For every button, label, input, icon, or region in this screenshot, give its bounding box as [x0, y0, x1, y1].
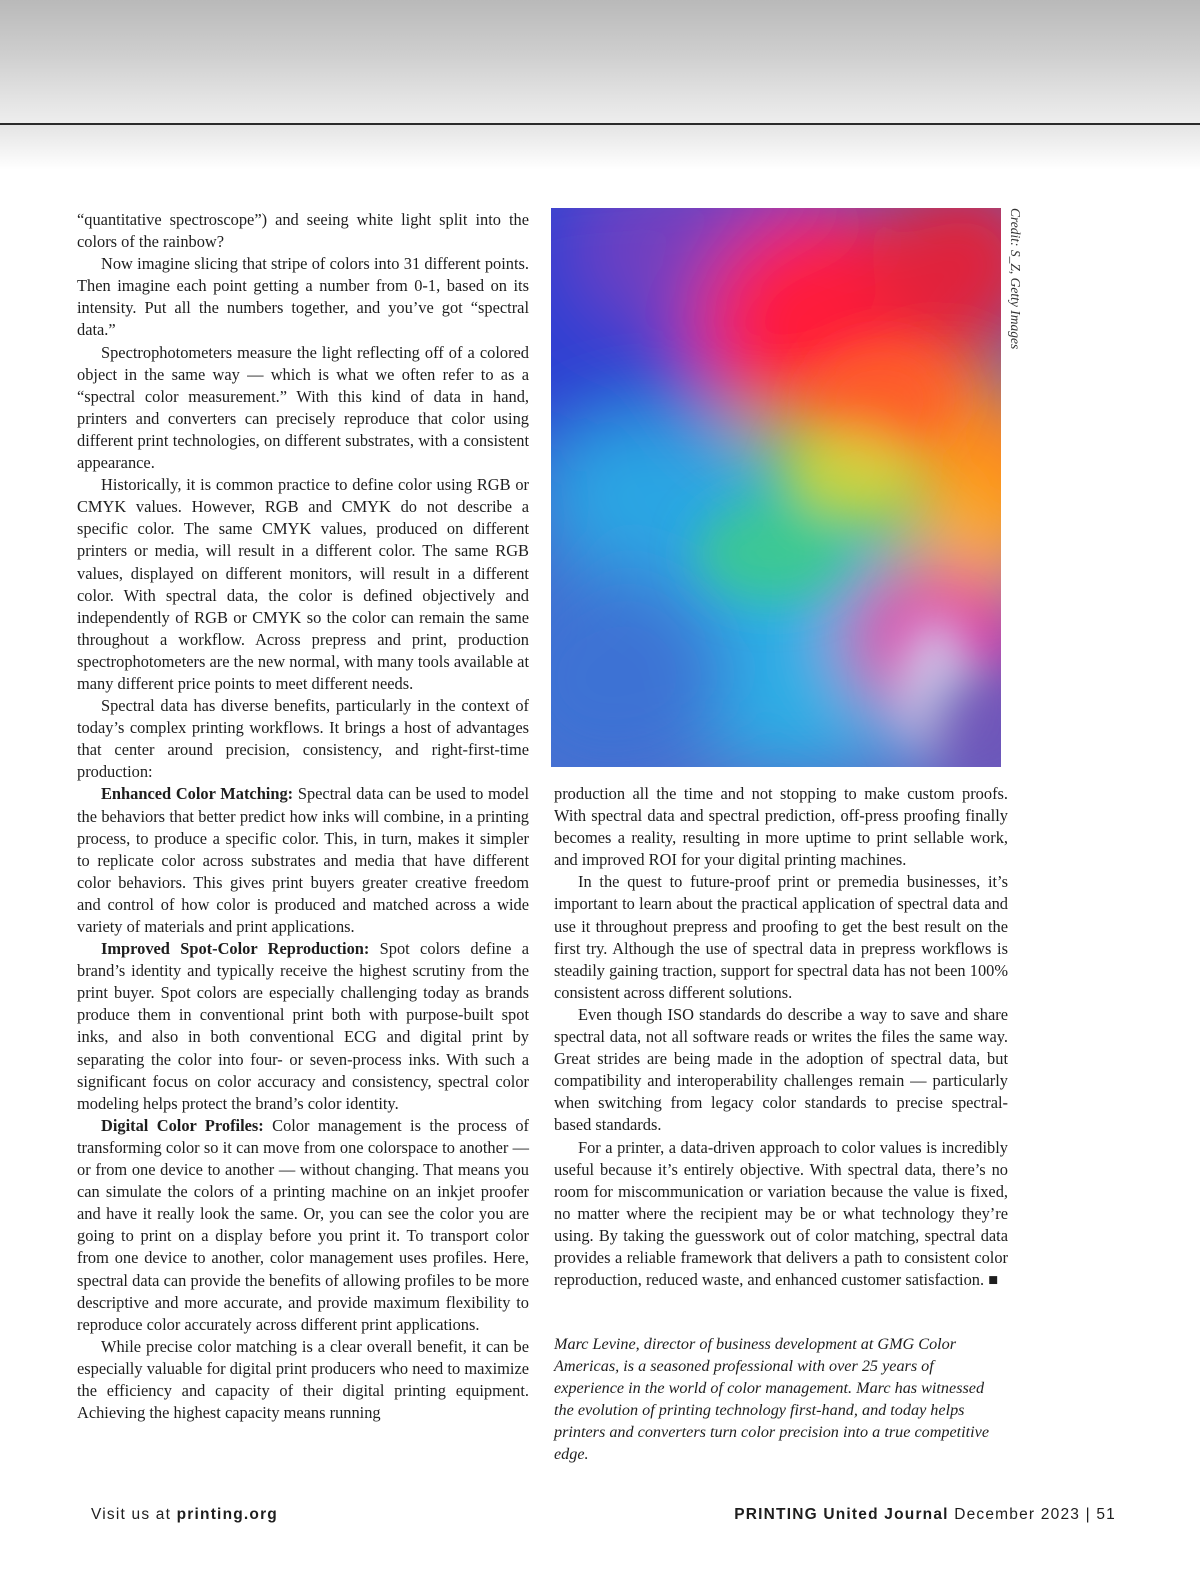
paragraph: production all the time and not stopping to make custom proofs. With spectral data and spectral prediction, off-press proofing finally becomes a reality, resulting in more uptime to print sellable work, and improved ROI for your digital printing machines. [554, 784, 1008, 870]
paragraph-final [554, 1137, 1008, 1292]
folio-separator: | [1080, 1506, 1097, 1523]
spectrum-gradient-photo [551, 208, 1001, 767]
paragraph: Historically, it is common practice to define color using RGB or CMYK values. However, RGB and CMYK do not describe a specific color. The same CMYK values, produced on different printers or media, will result in a different color. The same RGB values, displayed on different monitors, will result in a different color. With spectral data, the color is defined objectively and independently of RGB or CMYK so the color can remain the same throughout a workflow. Across prepress and print, production spectrophotometers are the new normal, with many tools available at many different price points to meet different needs. [77, 475, 529, 693]
footer-website [91, 1506, 278, 1524]
paragraph-spot-color [77, 938, 529, 1115]
header-fade [0, 125, 1200, 170]
paragraph: Spectrophotometers measure the light reflecting off of a colored object in the same way — which is what we often refer to as a “spectral color measurement.” With this kind of data in hand, printers and converters can precisely reproduce that color using different print technologies, on different substrates, with a consistent appearance. [77, 342, 529, 473]
paragraph: In the quest to future-proof print or premedia businesses, it’s important to learn about the practical application of spectral data and use it throughout prepress and proofing to get the best result on the first try. Although the use of spectral data in prepress workflows is steadily gaining traction, support for spectral data has not been 100% consistent across different solutions. [554, 872, 1008, 1002]
paragraph: Even though ISO standards do describe a way to save and share spectral data, not all software reads or writes the files the same way. Great strides are being made in the adoption of spectral data, but compatibility and interoperability challenges remain — particularly when switching from legacy color standards to precise spectral-based standards. [554, 1004, 1008, 1135]
page-number: 51 [1096, 1506, 1116, 1523]
run-in-heading: Enhanced Color Matching: [101, 784, 294, 804]
publication-name: PRINTING United Journal [734, 1506, 949, 1523]
paragraph-enhanced-color-matching [77, 783, 529, 938]
run-in-heading: Improved Spot-Color Reproduction: [101, 939, 370, 959]
end-mark-icon: ■ [988, 1270, 999, 1290]
photo-credit: Credit: S_Z, Getty Images [1008, 208, 1023, 350]
run-in-heading: Digital Color Profiles: [101, 1115, 264, 1135]
paragraph: While precise color matching is a clear overall benefit, it can be especially valuable for digital print producers who need to maximize the efficiency and capacity of their digital printing equipment. Achieving the highest capacity means running [77, 1336, 529, 1423]
footer-website-prefix: Visit us at [91, 1506, 177, 1523]
author-bio: Marc Levine, director of business development at GMG Color Americas, is a seasoned professional with over 25 years of experience in the world of color management. Marc has witnessed the evolution of printing technology first-hand, and today helps printers and converters turn color precision into a true competitive edge. [554, 1335, 990, 1464]
paragraph: “quantitative spectroscope”) and seeing white light split into the colors of the rainbow? [77, 210, 529, 252]
article-right-column [554, 783, 1008, 1291]
footer-folio [734, 1506, 1116, 1524]
paragraph-color-profiles [77, 1115, 529, 1336]
paragraph-body: Spot colors define a brand’s identity and typically receive the highest scrutiny from the print buyer. Spot colors are especially challenging today as brands produce them in conventional print both with purpose-built spot inks, and also in both conventional ECG and digital print by separating the color into four- or seven-process inks. With such a significant focus on color accuracy and consistency, spectral color modeling helps protect the brand’s color identity. [77, 939, 529, 1113]
paragraph-body: Color management is the process of transforming color so it can move from one colorspace to another — or from one device to another — without changing. That means you can simulate the colors of a printing machine on an inkjet proofer and have it really look the same. Or, you can see the color you are going to print on a display before you print it. To transport color from one device to another, color management uses profiles. Here, spectral data can provide the benefits of allowing profiles to be more descriptive and more accurate, and provide maximum flexibility to reproduce color accurately across different print applications. [77, 1115, 529, 1334]
paragraph-body: Spectral data can be used to model the behaviors that better predict how inks will combine, in a printing process, to produce a specific color. This, in turn, makes it simpler to replicate color across substrates and media that have different color behaviors. This gives print buyers greater creative freedom and control of how color is produced and matched across a wide variety of materials and print applications. [77, 784, 529, 936]
website-link[interactable]: printing.org [176, 1506, 278, 1523]
article-left-column [77, 209, 529, 1424]
issue-date: December 2023 [948, 1506, 1081, 1523]
page-header-band [0, 0, 1200, 124]
paragraph: Spectral data has diverse benefits, particularly in the context of today’s complex printing workflows. It brings a host of advantages that center around precision, consistency, and right-first-time production: [77, 696, 529, 782]
paragraph: Now imagine slicing that stripe of colors into 31 different points. Then imagine each point getting a number from 0-1, based on its intensity. Put all the numbers together, and you’ve got “spectral data.” [77, 254, 529, 340]
paragraph-body: For a printer, a data-driven approach to color values is incredibly useful because it’s entirely objective. With spectral data, there’s no room for miscommunication or variation because the value is fixed, no matter where the recipient may be or what technology they’re using. By taking the guesswork out of color matching, spectral data provides a reliable framework that delivers a path to consistent color reproduction, reduced waste, and enhanced customer satisfaction. [554, 1137, 1008, 1290]
